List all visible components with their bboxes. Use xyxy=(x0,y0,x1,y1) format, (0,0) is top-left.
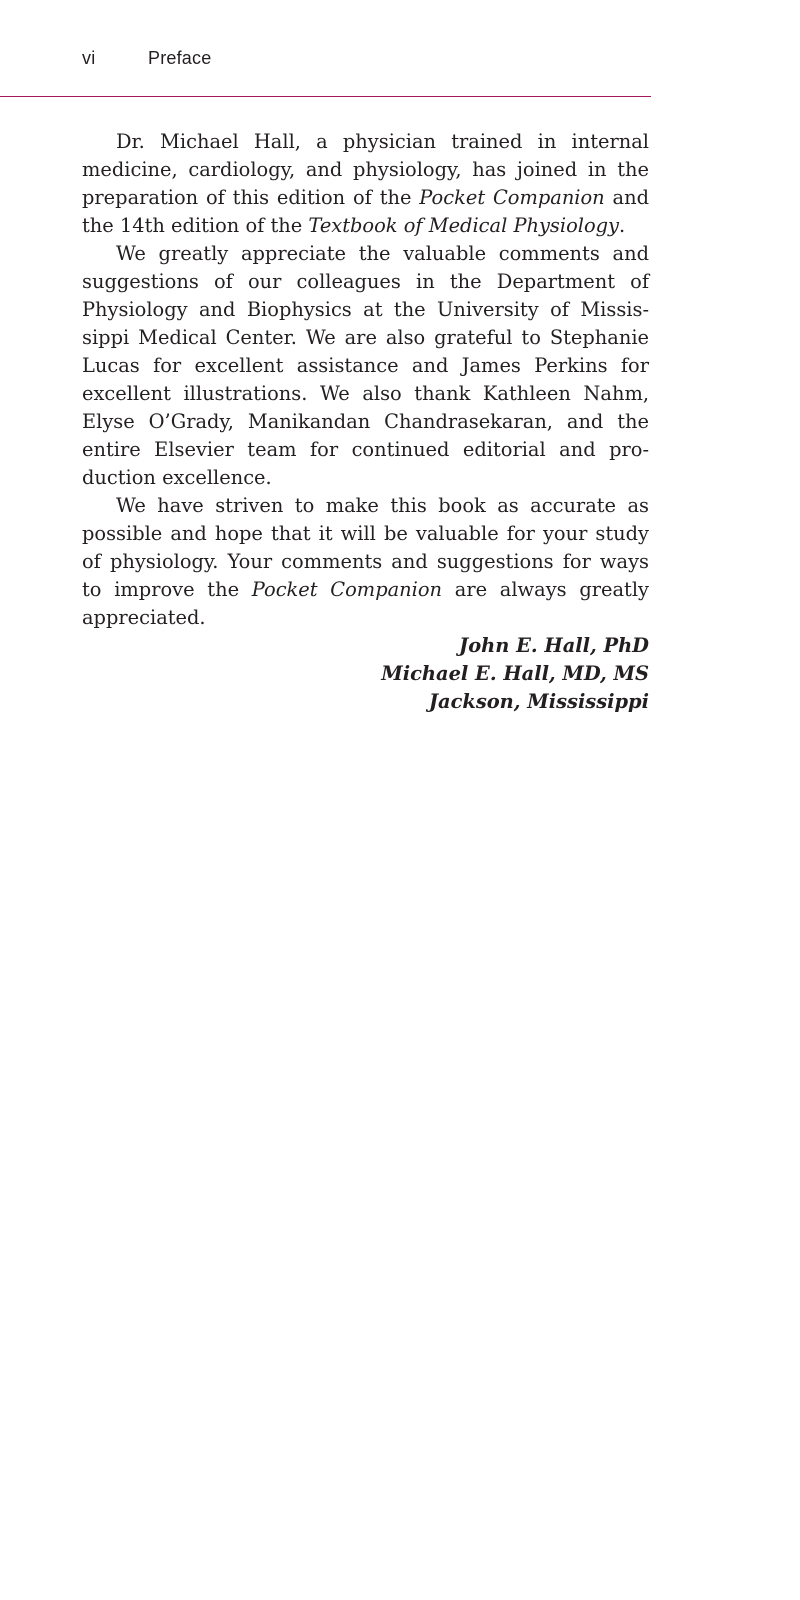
page-number: vi xyxy=(82,48,96,68)
section-title: Preface xyxy=(148,48,212,68)
paragraph-1 xyxy=(82,128,649,240)
signature-location: Jackson, Mississippi xyxy=(428,690,649,713)
signature-author-2: Michael E. Hall, MD, MS xyxy=(381,662,649,685)
book-title: Pocket Companion xyxy=(251,578,443,601)
header-rule xyxy=(0,96,651,97)
paragraph-2 xyxy=(82,240,649,492)
paragraph-text: and the 14th edition of the xyxy=(82,186,649,237)
paragraph-3 xyxy=(82,492,649,632)
paragraph-text: Dr. Michael Hall, a physician trained in internal medicine, cardiology, and physiology, has joined in the preparation of this edition of the xyxy=(82,130,649,209)
running-head xyxy=(82,48,211,69)
paragraph-text: We have striven to make this book as accurate as possible and hope that it will be valuable for your study of physiology. Your comments and suggestions for ways to improve the xyxy=(82,494,649,601)
signature-author-1: John E. Hall, PhD xyxy=(459,634,649,657)
paragraph-text: . xyxy=(619,214,626,237)
book-title: Textbook of Medical Physiology xyxy=(308,214,619,237)
preface-body xyxy=(82,128,649,716)
paragraph-text: We greatly appreciate the valuable comments and suggestions of our colleagues in the Department of Physiology and Biophysics at the University of Mississippi Medical Center. We are also grateful to Stephanie Lucas for excellent assistance and James Perkins for excellent illustrations. We also thank Kathleen Nahm, Elyse O’Grady, Manikandan Chandrasekaran, and the entire Elsevier team for continued editorial and production excellence. xyxy=(82,242,649,489)
paragraph-text: are always greatly appreciated. xyxy=(82,578,649,629)
book-title: Pocket Companion xyxy=(419,186,605,209)
